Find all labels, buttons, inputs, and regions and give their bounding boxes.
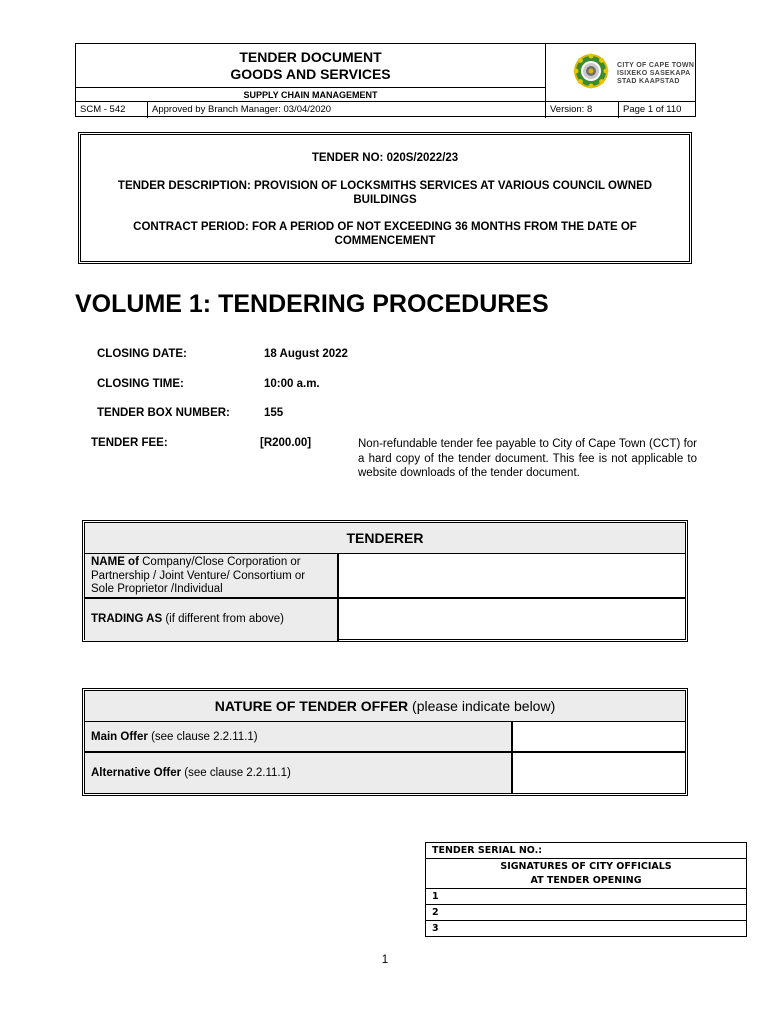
header-info-row	[76, 101, 696, 118]
trading-as-label	[85, 599, 339, 641]
signatures-heading-line1: SIGNATURES OF CITY OFFICIALS	[500, 861, 672, 872]
main-offer-label	[85, 722, 513, 751]
trading-label-rest: (if different from above)	[162, 613, 285, 626]
tenderer-name-label	[85, 554, 339, 597]
name-label-rest: Company/Close Corporation or Partnership / Joint Venture/ Consortium or Sole Proprietor /Individual	[91, 556, 306, 595]
tender-fee-value: [R200.00]	[260, 437, 312, 449]
signatures-heading	[426, 859, 746, 889]
alternative-offer-row	[85, 753, 685, 793]
tender-serial-label: TENDER SERIAL NO.:	[426, 843, 746, 859]
city-of-cape-town-logo	[569, 51, 613, 91]
tenderer-table	[82, 520, 688, 642]
logo-text	[617, 62, 694, 86]
tender-box-label: TENDER BOX NUMBER:	[97, 407, 230, 419]
alt-offer-rest: (see clause 2.2.11.1)	[181, 767, 291, 779]
tender-serial-table	[425, 842, 747, 937]
tender-fee-label: TENDER FEE:	[91, 437, 168, 449]
main-offer-row	[85, 722, 685, 753]
doc-code: SCM - 542	[76, 102, 148, 118]
version-text: Version: 8	[545, 102, 619, 118]
tender-fee-note: Non-refundable tender fee payable to City of Cape Town (CCT) for a hard copy of the tender document. This fee is not applicable to website downloads of the tender document.	[358, 438, 697, 479]
closing-time-label: CLOSING TIME:	[97, 378, 184, 390]
alternative-offer-field[interactable]	[517, 753, 685, 793]
logo-text-line3: STAD KAAPSTAD	[617, 78, 680, 85]
trading-label-bold: TRADING AS	[91, 613, 163, 626]
trading-as-field[interactable]	[343, 599, 685, 641]
page-count-text: Page 1 of 110	[623, 104, 682, 115]
main-offer-field[interactable]	[517, 722, 685, 751]
volume-title: VOLUME 1: TENDERING PROCEDURES	[75, 290, 549, 318]
main-offer-bold: Main Offer	[91, 730, 148, 743]
signatures-heading-line2: AT TENDER OPENING	[530, 875, 642, 886]
logo-text-line1: CITY OF CAPE TOWN	[617, 62, 695, 69]
header-title-line1: TENDER DOCUMENT	[239, 49, 382, 65]
signature-row-3[interactable]: 3	[432, 923, 439, 934]
nature-of-offer-table	[82, 688, 688, 796]
trading-as-row	[85, 599, 685, 641]
nature-heading-bold: NATURE OF TENDER OFFER	[214, 698, 409, 714]
tenderer-heading: TENDERER	[85, 523, 685, 554]
tenderer-name-field[interactable]	[343, 554, 685, 597]
main-offer-rest: (see clause 2.2.11.1)	[147, 730, 258, 743]
tenderer-name-row	[85, 554, 685, 599]
page-number: 1	[381, 954, 389, 966]
closing-date-label: CLOSING DATE:	[97, 348, 187, 360]
closing-time-value: 10:00 a.m.	[264, 378, 320, 390]
name-label-bold: NAME of	[91, 556, 139, 568]
nature-heading	[85, 691, 685, 722]
header-title-line2: GOODS AND SERVICES	[230, 66, 391, 82]
logo-text-line2: ISIXEKO SASEKAPA	[617, 70, 691, 77]
header-subtitle: SUPPLY CHAIN MANAGEMENT	[76, 87, 545, 102]
tender-box-value: 155	[264, 407, 284, 419]
signature-row-2[interactable]: 2	[426, 905, 746, 921]
approval-text: Approved by Branch Manager: 03/04/2020	[152, 104, 332, 115]
alternative-offer-label	[85, 753, 513, 793]
alt-offer-bold: Alternative Offer	[91, 767, 182, 779]
nature-heading-rest: (please indicate below)	[408, 698, 556, 714]
closing-date-value: 18 August 2022	[264, 348, 348, 360]
tender-description: TENDER DESCRIPTION: PROVISION OF LOCKSMITHS SERVICES AT VARIOUS COUNCIL OWNED BUILDINGS	[117, 180, 653, 206]
signature-row-1[interactable]: 1	[426, 889, 746, 905]
contract-period: CONTRACT PERIOD: FOR A PERIOD OF NOT EXCEEDING 36 MONTHS FROM THE DATE OF COMMENCEMENT	[133, 221, 637, 247]
tender-number: TENDER NO: 020S/2022/23	[311, 152, 459, 164]
tender-info-box	[78, 132, 692, 264]
